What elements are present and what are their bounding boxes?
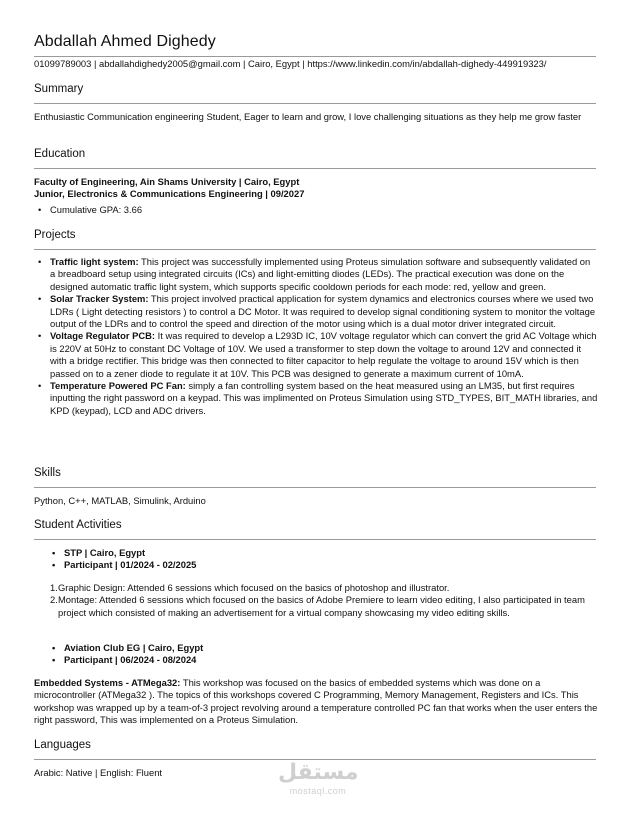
education-bullets: [34, 204, 598, 216]
contact-line: 01099789003 | abdallahdighedy2005@gmail.com | Cairo, Egypt | https://www.linkedin.com/in/abdallah-dighedy-449919323/: [34, 58, 547, 69]
skills-heading: Skills: [34, 467, 61, 479]
resume-name: Abdallah Ahmed Dighedy: [34, 33, 216, 50]
project-text: This project was successfully implemented using Proteus simulation software and subsequently validated on a breadboard setup using integrated circuits (ICs) and light-emitting diodes (LEDs). The practical execution was done on the designed automatic traffic light system, which supports specific cooldown periods for each mode: red, yellow and green.: [50, 256, 591, 292]
stp-session-item: [34, 582, 598, 594]
project-item: [34, 330, 598, 380]
item-number: 2.: [50, 594, 58, 606]
divider: [34, 168, 596, 169]
skills-text: Python, C++, MATLAB, Simulink, Arduino: [34, 495, 206, 506]
project-name: Voltage Regulator PCB:: [50, 330, 156, 342]
aviation-role: • Participant | 06/2024 - 08/2024: [48, 654, 598, 666]
project-text: simply a fan controlling system based on the heat measured using an LM35, but first requires inputting the right password on a keypad. This was implimented on Proteus Simulation using STD_TYPES, BIT_MATH libraries, and KPD (keypad), LCD and ADC drivers.: [50, 380, 598, 416]
divider: [34, 103, 596, 104]
summary-text: Enthusiastic Communication engineering Student, Eager to learn and grow, I love challenging situations as they help me grow faster: [34, 111, 582, 122]
languages-heading: Languages: [34, 739, 91, 751]
education-school: Faculty of Engineering, Ain Shams University | Cairo, Egypt: [34, 176, 300, 187]
divider: [34, 56, 596, 57]
stp-header-list: [48, 547, 598, 572]
stp-org: • STP | Cairo, Egypt: [48, 547, 598, 559]
session-text: Graphic Design: Attended 6 sessions which focused on the basics of photoshop and illustrator.: [58, 582, 450, 593]
stp-session-item: [34, 594, 598, 619]
project-name: Traffic light system:: [50, 256, 139, 267]
divider: [34, 487, 596, 488]
watermark-arabic: مستقل: [278, 760, 359, 785]
project-text: This project involved practical application for system dynamics and electronics courses where we used two LDRs ( Light detecting resistors ) to control a DC Motor. It was required to develop signal conditioning system to monitor the voltage output of the LDRs and to control the speed and direction of the motor using which is a dual motor driver integrated circuit.: [50, 293, 596, 330]
aviation-header-list: [48, 642, 598, 667]
embedded-text: This workshop was focused on the basics of embedded systems which was done on a microcontroller (ATMega32 ). The topics of this workshops covered C Programming, Memory Management, Registers and ICs. This workshop was wrapped up by a team-of-3 project revolving around a temperature controlled PC fan that works when the user enters the right password, This was implemented on a Proteus Simulation.: [34, 677, 598, 726]
project-item: [34, 380, 598, 417]
aviation-org: • Aviation Club EG | Cairo, Egypt: [48, 642, 598, 654]
item-number: 1.: [50, 582, 58, 593]
divider: [34, 539, 596, 540]
watermark-latin: mostaql.com: [289, 786, 347, 796]
education-degree: Junior, Electronics & Communications Engineering | 09/2027: [34, 188, 305, 199]
activities-heading: Student Activities: [34, 519, 122, 531]
session-text: Montage: Attended 6 sessions which focused on the basics of Adobe Premiere to learn video editing, I also participated in team project which consisted of making an advertisement for a virtual company showcasing my video editing skills.: [58, 594, 585, 618]
projects-list: [34, 256, 598, 417]
project-item: [34, 256, 598, 293]
embedded-workshop: [34, 677, 598, 727]
gpa-item: • Cumulative GPA: 3.66: [34, 204, 598, 216]
projects-heading: Projects: [34, 229, 76, 241]
languages-text: Arabic: Native | English: Fluent: [34, 767, 163, 778]
stp-role: • Participant | 01/2024 - 02/2025: [48, 559, 598, 571]
stp-sessions-list: [34, 582, 598, 619]
project-name: Solar Tracker System:: [50, 293, 149, 305]
divider: [34, 249, 596, 250]
project-text: It was required to develop a L293D IC, 10V voltage regulator which can convert the grid AC Voltage which is 220V at 50Hz to constant DC Voltage of 10V. We used a transformer to step down the voltage to around 12V and connected it with a bridge rectifier. This bridge was then connected to filter capacitor to help regulate the voltage to around 15V which is then passed on to a zener diode to regulate it at 10V. This PCB was designed to generate a maximum current of 10mA.: [50, 330, 597, 379]
mostaql-watermark: [278, 760, 358, 796]
project-item: [34, 293, 598, 330]
project-name: Temperature Powered PC Fan:: [50, 380, 186, 392]
education-heading: Education: [34, 148, 86, 160]
summary-heading: Summary: [34, 83, 84, 95]
embedded-title: Embedded Systems - ATMega32:: [34, 677, 181, 688]
